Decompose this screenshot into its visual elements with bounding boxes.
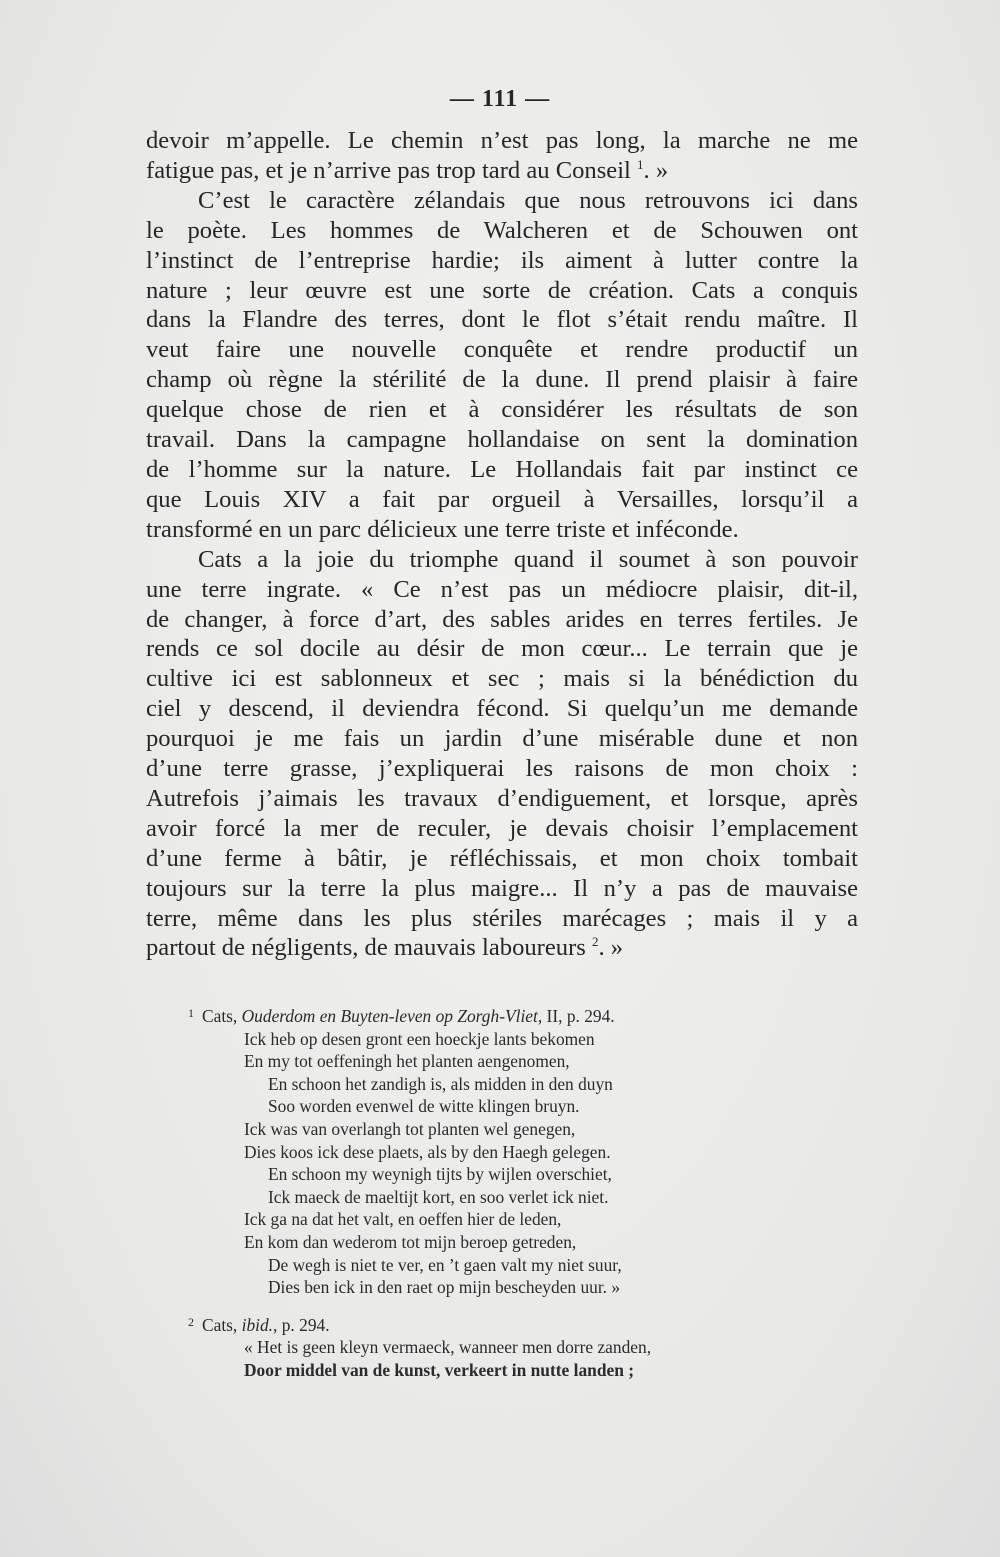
text-line: une terre ingrate. « Ce n’est pas un médiocre plaisir, dit-il, (146, 575, 858, 603)
text-line (146, 933, 858, 963)
footnote-author: Cats, (202, 1006, 242, 1026)
footnote-location: II, p. 294. (542, 1006, 615, 1026)
text-segment: . » (598, 934, 624, 962)
verse-line: Soo worden evenwel de witte klingen bruyn. (268, 1096, 580, 1117)
footnote-2-heading (188, 1311, 828, 1337)
text-line: que Louis XIV a fait par orgueil à Versailles, lorsqu’il a (146, 485, 858, 513)
verse-line: En schoon het zandigh is, als midden in den duyn (268, 1073, 613, 1094)
text-line: veut faire une nouvelle conquête et rendre productif un (146, 336, 858, 364)
verse-line: Ick ga na dat het valt, en oeffen hier de leden, (244, 1209, 562, 1230)
verse-line: En my tot oeffeningh het planten aengenomen, (244, 1051, 570, 1072)
footnote-2-mark: 2 (188, 1314, 194, 1329)
verse-line: Ick was van overlangh tot planten wel genegen, (244, 1118, 576, 1139)
footnote-work-title: ibid. (241, 1314, 274, 1335)
verse-line: De wegh is niet te ver, en ’t gaen valt my niet suur, (268, 1254, 622, 1275)
verse-line: En schoon my weynigh tijts by wijlen overschiet, (268, 1164, 612, 1185)
verse-line: Dies ben ick in den raet op mijn bescheyden uur. » (268, 1277, 621, 1298)
page-number: — 111 — (449, 86, 551, 112)
text-line: nature ; leur œuvre est une sorte de création. Cats a conquis (146, 276, 858, 304)
footnote-1-heading (188, 1002, 828, 1028)
text-line: rends ce sol docile au désir de mon cœur... Le terrain que je (146, 635, 858, 663)
text-segment: fatigue pas, et je n’arrive pas trop tard au Conseil (146, 156, 631, 184)
verse-line: Ick heb op desen gront een hoeckje lants bekomen (244, 1028, 595, 1049)
text-line: champ où règne la stérilité de la dune. Il prend plaisir à faire (146, 366, 858, 394)
footnote-1-mark: 1 (188, 1006, 194, 1020)
footnote-ref-2[interactable]: 2 (592, 934, 599, 950)
text-line: d’une ferme à bâtir, je réfléchissais, et mon choix tombait (146, 844, 858, 872)
verse-line: En kom dan wederom tot mijn beroep getreden, (244, 1231, 577, 1252)
text-line: pourquoi je me fais un jardin d’une misérable dune et non (146, 725, 858, 753)
text-line: le poète. Les hommes de Walcheren et de Schouwen ont (146, 216, 858, 244)
footnote-author: Cats, (202, 1314, 242, 1335)
text-line: d’une terre grasse, j’expliquerai les raisons de mon choix : (146, 755, 858, 783)
verse-line: Ick maeck de maeltijt kort, en soo verlet ick niet. (268, 1186, 609, 1207)
text-line: terre, même dans les plus stériles marécages ; mais il y a (146, 904, 858, 932)
verse-line: « Het is geen kleyn vermaeck, wanneer men dorre zanden, (244, 1337, 652, 1358)
footnote-separator (188, 1299, 828, 1311)
text-line (146, 156, 858, 186)
text-line: quelque chose de rien et à considérer les résultats de son (146, 396, 858, 424)
text-line: Autrefois j’aimais les travaux d’endiguement, et lorsque, après (146, 784, 858, 812)
text-line: ciel y descend, il deviendra fécond. Si quelqu’un me demande (146, 695, 858, 723)
text-line: de l’homme sur la nature. Le Hollandais fait par instinct ce (146, 455, 858, 483)
verse-line: Door middel van de kunst, verkeert in nutte landen ; (244, 1359, 635, 1380)
verse-line: Dies koos ick dese plaets, als by den Haegh gelegen. (244, 1141, 611, 1162)
text-line: devoir m’appelle. Le chemin n’est pas long, la marche ne me (146, 127, 858, 154)
footnote-work-title: Ouderdom en Buyten-leven op Zorgh-Vliet, (241, 1006, 543, 1026)
footnote-location: , p. 294. (273, 1314, 330, 1335)
footnotes (188, 1002, 828, 1382)
main-text (146, 126, 858, 963)
text-line: C’est le caractère zélandais que nous retrouvons ici dans (198, 186, 858, 214)
text-line: toujours sur la terre la plus maigre... Il n’y a pas de mauvaise (146, 874, 858, 902)
text-line: avoir forcé la mer de reculer, je devais choisir l’emplacement (146, 814, 858, 842)
text-line: dans la Flandre des terres, dont le flot s’était rendu maître. Il (146, 306, 858, 334)
footnote-ref-1[interactable]: 1 (637, 156, 644, 172)
text-line: Cats a la joie du triomphe quand il soumet à son pouvoir (198, 545, 858, 573)
text-line: transformé en un parc délicieux une terre triste et inféconde. (146, 515, 739, 543)
text-line: l’instinct de l’entreprise hardie; ils aiment à lutter contre la (146, 246, 858, 274)
text-line: cultive ici est sablonneux et sec ; mais si la bénédiction du (146, 665, 858, 693)
text-line: travail. Dans la campagne hollandaise on sent la domination (146, 426, 858, 454)
text-line: de changer, à force d’art, des sables arides en terres fertiles. Je (146, 605, 858, 633)
text-segment: partout de négligents, de mauvais laboureurs (146, 934, 586, 962)
text-segment: . » (643, 156, 669, 184)
